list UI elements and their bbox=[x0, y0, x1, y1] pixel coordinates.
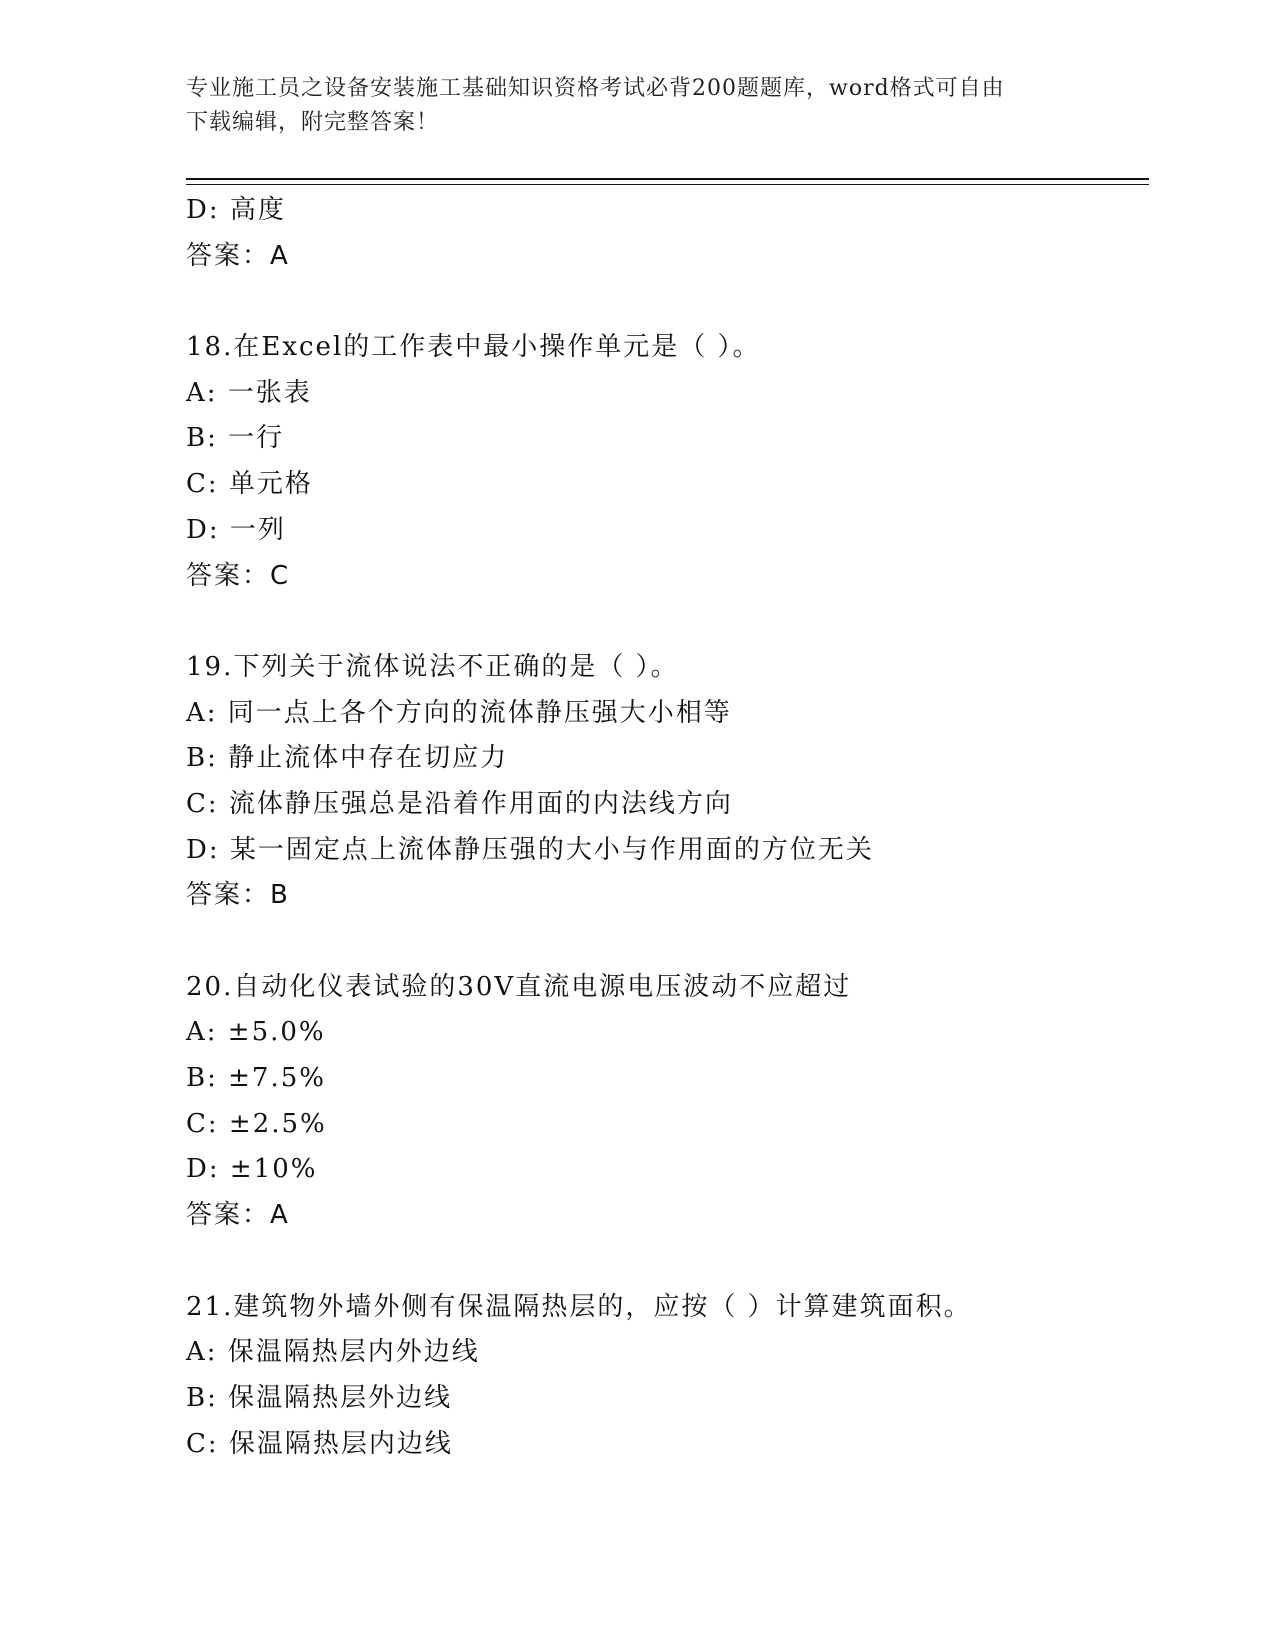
option-d: D: 一列 bbox=[186, 514, 286, 545]
option-a: A: 同一点上各个方向的流体静压强大小相等 bbox=[186, 697, 732, 728]
option-d: D: ±10% bbox=[186, 1154, 318, 1185]
option-b: B: ±7.5% bbox=[186, 1063, 326, 1094]
spacer bbox=[186, 919, 1146, 965]
question-stem: 19.下列关于流体说法不正确的是（ ）。 bbox=[186, 651, 679, 682]
question-17-option-d: D: 高度 bbox=[186, 195, 286, 225]
option-a: A: 一张表 bbox=[186, 377, 312, 408]
question-20 bbox=[186, 965, 1146, 1239]
header-line-1: 专业施工员之设备安装施工基础知识资格考试必背200题题库，word格式可自由 bbox=[186, 76, 1005, 101]
header-divider-thick bbox=[186, 178, 1149, 180]
option-d: D: 某一固定点上流体静压强的大小与作用面的方位无关 bbox=[186, 834, 874, 865]
answer: 答案：C bbox=[186, 560, 291, 591]
spacer bbox=[186, 1239, 1146, 1285]
option-b: B: 一行 bbox=[186, 423, 285, 454]
answer: 答案：B bbox=[186, 880, 290, 911]
question-18 bbox=[186, 325, 1146, 599]
spacer bbox=[186, 599, 1146, 645]
question-stem: 18.在Excel的工作表中最小操作单元是（ ）。 bbox=[186, 332, 761, 363]
question-stem: 21.建筑物外墙外侧有保温隔热层的，应按（ ）计算建筑面积。 bbox=[186, 1291, 972, 1322]
question-19 bbox=[186, 645, 1146, 919]
option-b: B: 保温隔热层外边线 bbox=[186, 1382, 453, 1413]
option-a: A: 保温隔热层内外边线 bbox=[186, 1337, 480, 1368]
option-c: C: 保温隔热层内边线 bbox=[186, 1428, 453, 1459]
option-c: C: 流体静压强总是沿着作用面的内法线方向 bbox=[186, 788, 733, 819]
option-a: A: ±5.0% bbox=[186, 1017, 326, 1048]
document-header bbox=[186, 72, 1086, 140]
question-stem: 20.自动化仪表试验的30V直流电源电压波动不应超过 bbox=[186, 971, 852, 1002]
option-c: C: ±2.5% bbox=[186, 1108, 327, 1139]
header-divider-thin bbox=[186, 184, 1149, 185]
option-b: B: 静止流体中存在切应力 bbox=[186, 743, 509, 774]
header-line-2: 下载编辑，附完整答案！ bbox=[186, 110, 440, 135]
question-content bbox=[186, 188, 1146, 1467]
option-c: C: 单元格 bbox=[186, 469, 313, 500]
spacer bbox=[186, 279, 1146, 325]
answer: 答案：A bbox=[186, 1200, 290, 1231]
question-21 bbox=[186, 1285, 1146, 1468]
question-17-answer: 答案：A bbox=[186, 240, 290, 271]
